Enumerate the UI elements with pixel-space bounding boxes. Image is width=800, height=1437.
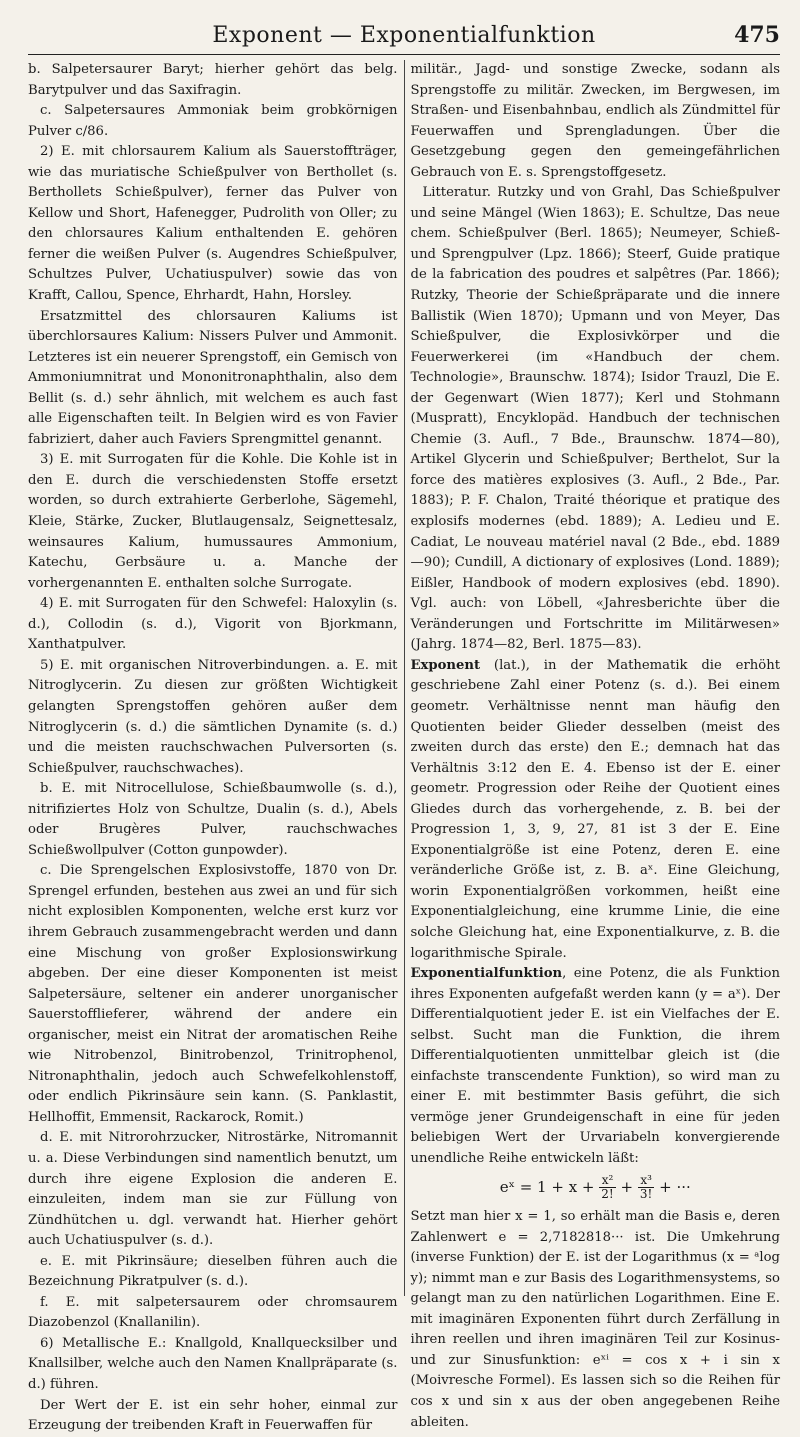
paragraph: militär., Jagd- und sonstige Zwecke, sodann als Sprengstoffe zu militär. Zwecken, im Bergwesen, im Straßen- und Eisenbahnbau, endlich als Zündmittel für Feuerwaffen und Sprengladungen. Über die Gesetzgebung gegen den gemeingefährlichen Gebrauch von E. s. Sprengstoffgesetz. — [410, 62, 780, 180]
numerator: x³ — [638, 1174, 654, 1188]
two-column-body — [28, 60, 780, 1434]
paragraph: c. Die Sprengelschen Explosivstoffe, 1870 von Dr. Sprengel erfunden, bestehen aus zwei an und für sich nicht explosiblen Komponenten, welche erst kurz vor ihrem Gebrauch zusammengebracht werden und dann eine Mischung von großer Explosionswirkung abgeben. Der eine dieser Komponenten ist meist Salpetersäure, seltener ein anderer unorganischer Sauerstofflieferer, während der andere ein organischer, meist ein Nitrat der aromatischen Reihe wie Nitrobenzol, Binitrobenzol, Trinitrophenol, Nitronaphthalin, jedoch auch Schwefelkohlenstoff, oder endlich Pikrinsäure sein kann. (S. Panklastit, Hellhoffit, Emmensit, Rackarock, Romit.) — [28, 863, 398, 1125]
headword-exponent: Exponent — [410, 657, 481, 673]
formula-tail: + ··· — [659, 1177, 691, 1196]
paragraph: 3) E. mit Surrogaten für die Kohle. Die Kohle ist in den E. durch die verschiedensten Stoffe ersetzt worden, so durch extrahierte Gerberlohe, Sägemehl, Kleie, Stärke, Zucker, Blutlaugensalz, Seignettesalz, weinsaures Kalium, humussaures Ammonium, Katechu, Gerbsäure u. a. Manche der vorhergenannten E. enthalten solche Surrogate. — [28, 452, 398, 591]
right-column — [410, 60, 781, 1430]
series-formula — [411, 1174, 781, 1202]
column-divider — [404, 60, 405, 1296]
literature-paragraph: Litteratur. Rutzky und von Grahl, Das Schießpulver und seine Mängel (Wien 1863); E. Schultze, Das neue chem. Schießpulver (Berl. 1865); Neumeyer, Schieß- und Sprengpulver (Lpz. 1866); Steerf, Guide pratique de la fabrication des poudres et salpêtres (Par. 1866); Rutzky, Theorie der Schießpräparate und die innere Ballistik (Wien 1870); Upmann und von Meyer, Das Schießpulver, die Explosivkörper und die Feuerwerkerei (im «Handbuch der chem. Technologie», Braunschw. 1874); Isidor Trauzl, Die E. der Gegenwart (Wien 1877); Kerl und Stohmann (Muspratt), Encyklopäd. Handbuch der technischen Chemie (3. Aufl., 7 Bde., Braunschw. 1874—80), Artikel Glycerin und Schießpulver; Berthelot, Sur la force des matières explosives (3. Aufl., 2 Bde., Par. 1883); P. F. Chalon, Traité théorique et pratique des explosifs modernes (ebd. 1889); A. Ledieu und E. Cadiat, Le nouveau matériel naval (2 Bde., ebd. 1889—90); Cundill, A dictionary of explosives (Lond. 1889); Eißler, Handbook of modern explosives (ebd. 1890). Vgl. auch: von Löbell, «Jahresberichte über die Veränderungen und Fortschritte im Militärwesen» (Jahrg. 1874—82, Berl. 1875—83). — [410, 185, 780, 653]
paragraph: b. Salpetersaurer Baryt; hierher gehört das belg. Barytpulver und das Saxifragin. — [28, 62, 398, 98]
running-title: Exponent — Exponentialfunktion — [212, 22, 596, 48]
formula-lhs: eˣ = 1 + x + — [499, 1177, 595, 1196]
denominator: 2! — [601, 1187, 614, 1202]
paragraph: b. E. mit Nitrocellulose, Schießbaumwolle (s. d.), nitrifiziertes Holz von Schultze, Dualin (s. d.), Abels oder Brugères Pulver, rauchschwaches Schießwollpulver (Cotton gunpowder). — [28, 781, 398, 858]
page-number: 475 — [734, 22, 780, 48]
entry-body: (lat.), in der Mathematik die erhöht geschriebene Zahl einer Potenz (s. d.). Bei einem geometr. Verhältnisse nennt man häufig den Quotienten beider Glieder desselben (meist des zweiten durch das erste) den E.; demnach hat das Verhältnis 3:12 den E. 4. Ebenso ist der E. einer geometr. Progression oder Reihe der Quotient eines Gliedes durch das vorhergehende, z. B. bei der Progression 1, 3, 9, 27, 81 ist 3 der E. Eine Exponentialgröße ist eine Potenz, deren E. eine veränderliche Größe ist, z. B. aˣ. Eine Gleichung, worin Exponentialgrößen vorkommen, heißt eine Exponentialgleichung, eine krumme Linie, die eine solche Gleichung hat, eine Exponentialkurve, z. B. die logarithmische Spirale. — [410, 657, 780, 961]
entry-body: , eine Potenz, die als Funktion ihres Exponenten aufgefaßt werden kann (y = aˣ). Der Differentialquotient jeder E. ist ein Vielfaches der E. selbst. Sucht man die Funktion, die ihrem Differentialquotienten unmittelbar gleich ist (die einfachste transcendente Funktion), so wird man zu einer E. mit bestimmter Basis geführt, die sich vermöge jener Grundeigenschaft in eine für jeden beliebigen Wert der Urvariabeln konvergierende unendliche Reihe entwickeln läßt: — [410, 966, 780, 1166]
page-header — [28, 16, 780, 55]
paragraph: 5) E. mit organischen Nitroverbindungen. a. E. mit Nitroglycerin. Zu diesen zur größten Wichtigkeit gelangten Sprengstoffen gehören außer dem Nitroglycerin (s. d.) die sämtlichen Dynamite (s. d.) und die meisten rauchschwachen Pulversorten (s. Schießpulver, rauchschwaches). — [28, 657, 398, 776]
page — [28, 16, 780, 1434]
numerator: x² — [599, 1174, 615, 1188]
paragraph: d. E. mit Nitrorohrzucker, Nitrostärke, Nitromannit u. a. Diese Verbindungen sind namentlich benutzt, um durch ihre eigene Explosion die anderen E. einzuleiten, indem man sie zur Füllung von Zündhütchen u. dgl. verwandt hat. Hierher gehört auch Uchatiuspulver (s. d.). — [28, 1130, 398, 1249]
denominator: 3! — [639, 1187, 653, 1202]
fraction-x2 — [599, 1174, 615, 1201]
entry-exponent — [411, 656, 781, 964]
paragraph: 6) Metallische E.: Knallgold, Knallquecksilber und Knallsilber, welche auch den Namen Knallpräparate (s. d.) führen. — [28, 1335, 398, 1392]
paragraph: Ersatzmittel des chlorsauren Kaliums ist überchlorsaures Kalium: Nissers Pulver und Ammonit. Letzteres ist ein neuerer Sprengstoff, ein Gemisch von Ammoniumnitrat und Mononitronaphthalin, also dem Bellit (s. d.) sehr ähnlich, mit welchem es auch fast alle Eigenschaften teilt. In Belgien wird es von Favier fabriziert, daher auch Faviers Sprengmittel genannt. — [28, 308, 398, 447]
paragraph: c. Salpetersaures Ammoniak beim grobkörnigen Pulver c/86. — [28, 103, 398, 139]
paragraph: 4) E. mit Surrogaten für den Schwefel: Haloxylin (s. d.), Collodin (s. d.), Vigorit von Bjorkmann, Xanthatpulver. — [28, 596, 398, 653]
entry-exponentialfunktion — [411, 964, 781, 1169]
paragraph: Der Wert der E. ist ein sehr hoher, einmal zur Erzeugung der treibenden Kraft in Feuerwaffen für — [28, 1397, 398, 1434]
paragraph: e. E. mit Pikrinsäure; dieselben führen auch die Bezeichnung Pikratpulver (s. d.). — [28, 1253, 398, 1290]
plus-sign: + — [620, 1177, 634, 1196]
headword-exponentialfunktion: Exponentialfunktion — [410, 966, 563, 982]
fraction-x3 — [638, 1174, 654, 1201]
paragraph: f. E. mit salpetersaurem oder chromsaurem Diazobenzol (Knallanilin). — [28, 1294, 398, 1331]
paragraph: 2) E. mit chlorsaurem Kalium als Sauerstoffträger, wie das muriatische Schießpulver von Berthollet (s. Berthollets Schießpulver), ferner das Pulver von Kellow und Short, Hafenegger, Pudrolith von Oller; zu den chlorsaures Kalium enthaltenden E. gehören ferner die weißen Pulver (s. Augendres Schießpulver, Schultzes Pulver, Uchatiuspulver) sowie das von Krafft, Callou, Spence, Ehrhardt, Hahn, Horsley. — [28, 144, 398, 304]
left-column — [28, 60, 398, 1434]
paragraph: Setzt man hier x = 1, so erhält man die Basis e, deren Zahlenwert e = 2,7182818··· ist. Die Umkehrung (inverse Funktion) der E. ist der Logarithmus (x = ᵃlog y); nimmt man e zur Basis des Logarithmensystems, so gelangt man zu den natürlichen Logarithmen. Eine E. mit imaginären Exponenten führt durch Zerfällung in ihren reellen und ihren imaginären Teil zur Kosinus- und zur Sinusfunktion: eˣⁱ = cos x + i sin x (Moivresche Formel). Es lassen sich so die Reihen für cos x und sin x aus der oben angegebenen Reihe ableiten. — [410, 1209, 780, 1430]
